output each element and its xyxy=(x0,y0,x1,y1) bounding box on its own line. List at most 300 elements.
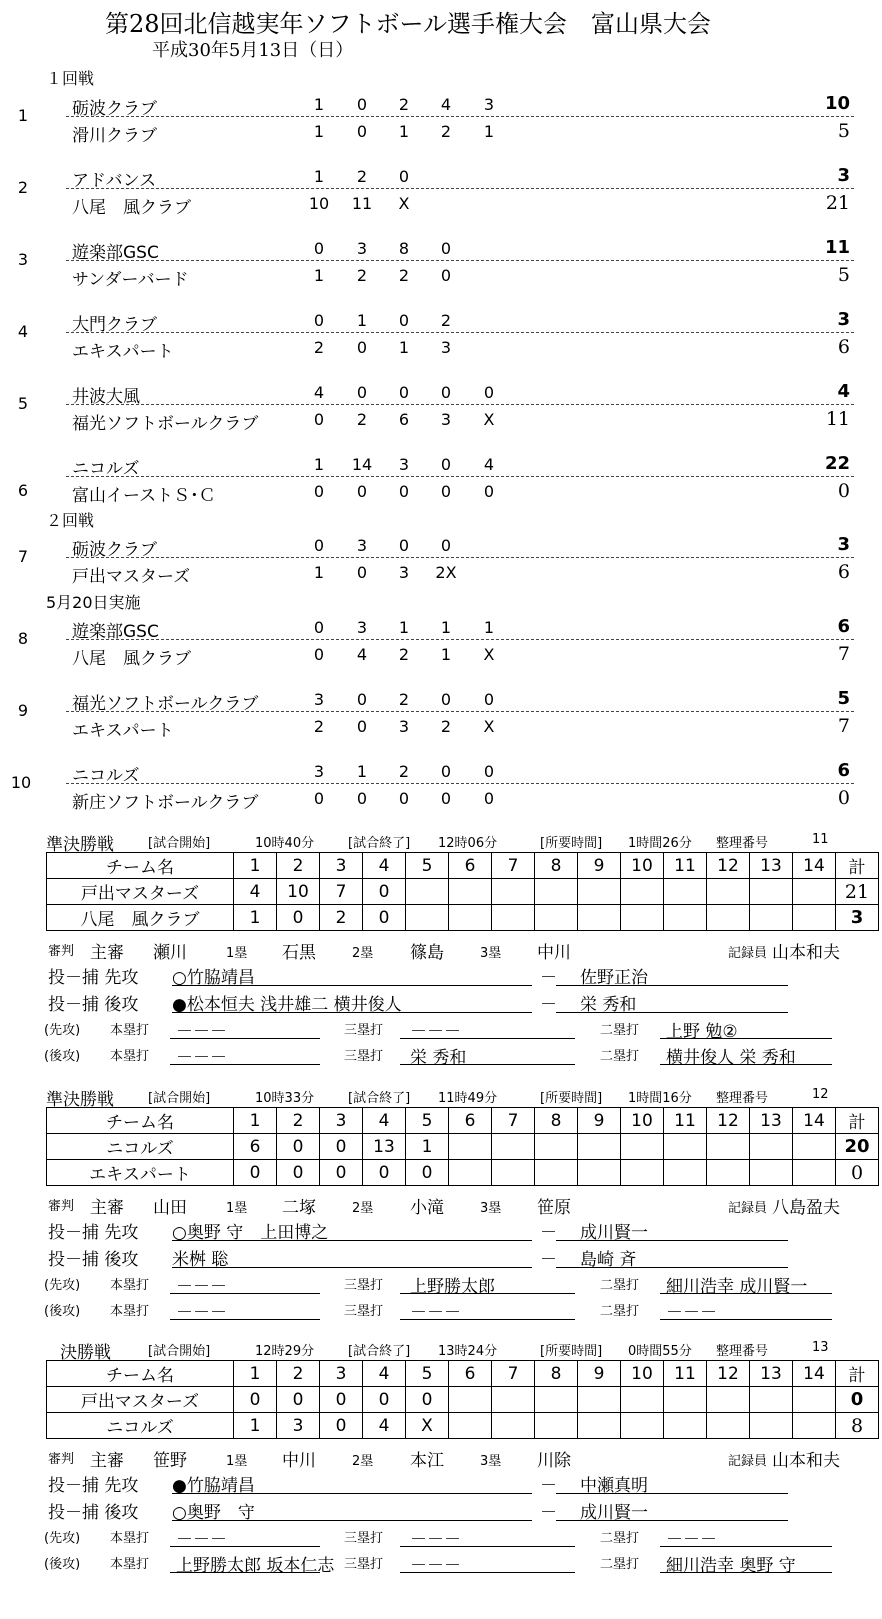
home-runs: －－－ xyxy=(176,1303,227,1323)
start-label: [試合開始] xyxy=(148,836,211,851)
inning-score xyxy=(750,1134,793,1160)
plate-label: 主審 xyxy=(90,1198,124,1218)
inning-score: 1 xyxy=(398,122,410,141)
inning-score xyxy=(492,1413,535,1439)
inning-header: 7 xyxy=(492,1361,535,1387)
game-number: 6 xyxy=(17,481,29,500)
team-name: エキスパート xyxy=(72,721,174,741)
b1-label: 1塁 xyxy=(226,1454,248,1469)
team-name: 井波大風 xyxy=(72,387,140,407)
underline xyxy=(556,1240,788,1241)
inning-score: 4 xyxy=(440,95,452,114)
team-name: エキスパート xyxy=(47,1160,234,1186)
hr-label: 本塁打 xyxy=(110,1557,150,1572)
box-score-table xyxy=(46,852,879,931)
row-divider xyxy=(66,476,854,477)
home-runs: －－－ xyxy=(176,1022,227,1042)
serial-label: 整理番号 xyxy=(716,836,769,851)
inning-score: 3 xyxy=(440,410,452,429)
inning-score xyxy=(535,1387,578,1413)
underline xyxy=(660,1319,832,1320)
underline xyxy=(172,1520,532,1521)
inning-score: 0 xyxy=(398,167,410,186)
inning-header: 4 xyxy=(363,1108,406,1134)
b1-umpire: 二塚 xyxy=(282,1198,316,1218)
second-catcher: 成川賢一 xyxy=(580,1503,648,1523)
inning-score: 0 xyxy=(356,482,368,501)
team-name: 遊楽部GSC xyxy=(72,243,159,263)
inning-header: 10 xyxy=(621,1108,664,1134)
inning-score: 0 xyxy=(313,789,325,808)
box-header-row xyxy=(47,853,879,879)
triples: 上野勝太郎 xyxy=(410,1277,495,1297)
inning-score: 0 xyxy=(363,905,406,931)
inning-score: 3 xyxy=(398,455,410,474)
b3-umpire: 川除 xyxy=(537,1451,571,1471)
inning-score: 2 xyxy=(398,762,410,781)
team-total: 10 xyxy=(824,93,850,114)
inning-score: 0 xyxy=(440,789,452,808)
underline xyxy=(172,1267,532,1268)
inning-header: 13 xyxy=(750,1108,793,1134)
inning-header: 11 xyxy=(664,1108,707,1134)
team-name: 新庄ソフトボールクラブ xyxy=(72,793,259,813)
inning-score: 3 xyxy=(313,690,325,709)
row-divider xyxy=(66,188,854,189)
inning-score: 0 xyxy=(440,762,452,781)
inning-header: 12 xyxy=(707,1361,750,1387)
game-number: 8 xyxy=(17,629,29,648)
end-time: 12時06分 xyxy=(438,836,498,851)
inning-score: 2 xyxy=(398,266,410,285)
team-header: チーム名 xyxy=(47,1361,234,1387)
box-team-row xyxy=(47,1387,879,1413)
inning-score: 0 xyxy=(320,1413,363,1439)
battery-second-label: 投－捕 後攻 xyxy=(48,995,139,1015)
inning-header: 11 xyxy=(664,1361,707,1387)
inning-score: 3 xyxy=(277,1413,320,1439)
inning-score xyxy=(578,1160,621,1186)
first-side-label: (先攻) xyxy=(44,1531,81,1546)
inning-score: 3 xyxy=(313,762,325,781)
team-header: チーム名 xyxy=(47,853,234,879)
team-total: 11 xyxy=(824,237,850,258)
inning-header: 4 xyxy=(363,853,406,879)
total-header: 計 xyxy=(836,1361,879,1387)
inning-header: 6 xyxy=(449,1108,492,1134)
b2-label: 2塁 xyxy=(352,1201,374,1216)
round2-note: 5月20日実施 xyxy=(46,593,141,612)
end-time: 13時24分 xyxy=(438,1344,498,1359)
b2-umpire: 篠島 xyxy=(410,943,444,963)
inning-score: 3 xyxy=(398,563,410,582)
b3-umpire: 笹原 xyxy=(537,1198,571,1218)
total-header: 計 xyxy=(836,1108,879,1134)
second-catcher: 島崎 斉 xyxy=(580,1250,637,1270)
inning-score: 0 xyxy=(313,311,325,330)
inning-score: 0 xyxy=(277,1160,320,1186)
inning-score xyxy=(449,905,492,931)
inning-score: 1 xyxy=(440,645,452,664)
inning-score xyxy=(750,1160,793,1186)
inning-header: 11 xyxy=(664,853,707,879)
inning-score: 0 xyxy=(440,690,452,709)
second-pitchers: 米桝 聡 xyxy=(172,1250,229,1270)
inning-score: 10 xyxy=(277,879,320,905)
inning-header: 5 xyxy=(406,853,449,879)
home-runs: －－－ xyxy=(176,1530,227,1550)
inning-score: 0 xyxy=(483,482,495,501)
inning-score xyxy=(664,1387,707,1413)
first-catcher: 成川賢一 xyxy=(580,1223,648,1243)
double-label: 二塁打 xyxy=(600,1531,640,1546)
underline xyxy=(170,1064,320,1065)
inning-score: 2X xyxy=(435,563,457,582)
inning-score xyxy=(750,879,793,905)
team-total: 7 xyxy=(837,643,850,665)
box-team-row xyxy=(47,1160,879,1186)
duration-value: 1時間16分 xyxy=(628,1091,692,1106)
inning-score: 0 xyxy=(356,717,368,736)
team-total: 21 xyxy=(836,879,879,905)
team-name: エキスパート xyxy=(72,342,174,362)
inning-score: 2 xyxy=(356,167,368,186)
dash: － xyxy=(540,968,557,988)
team-name: ニコルズ xyxy=(72,459,140,479)
inning-score: 1 xyxy=(313,122,325,141)
b1-label: 1塁 xyxy=(226,1201,248,1216)
inning-score: 1 xyxy=(234,905,277,931)
underline xyxy=(556,1520,788,1521)
inning-score xyxy=(492,879,535,905)
team-name: サンダーバード xyxy=(72,270,189,290)
inning-score xyxy=(707,905,750,931)
triple-label: 三塁打 xyxy=(344,1557,384,1572)
triple-label: 三塁打 xyxy=(344,1304,384,1319)
team-name: ニコルズ xyxy=(47,1134,234,1160)
team-name: 砺波クラブ xyxy=(72,540,157,560)
inning-header: 3 xyxy=(320,853,363,879)
stage-label: 決勝戦 xyxy=(60,1343,111,1363)
page-title: 第28回北信越実年ソフトボール選手権大会 富山県大会 xyxy=(105,10,712,38)
inning-score xyxy=(492,905,535,931)
inning-score: X xyxy=(483,410,495,429)
inning-score xyxy=(406,905,449,931)
underline xyxy=(172,1240,532,1241)
inning-score: 0 xyxy=(356,338,368,357)
inning-score xyxy=(793,1160,836,1186)
doubles: 細川浩幸 奥野 守 xyxy=(666,1556,796,1576)
inning-score xyxy=(535,879,578,905)
underline xyxy=(172,1012,532,1013)
triples: 栄 秀和 xyxy=(410,1048,467,1068)
home-runs: 上野勝太郎 坂本仁志 xyxy=(176,1556,335,1576)
inning-score: 1 xyxy=(398,618,410,637)
inning-score: 2 xyxy=(440,122,452,141)
first-pitchers: ○奥野 守 上田博之 xyxy=(172,1223,329,1243)
duration-value: 1時間26分 xyxy=(628,836,692,851)
b2-label: 2塁 xyxy=(352,946,374,961)
inning-score: 0 xyxy=(356,383,368,402)
inning-score: 0 xyxy=(320,1387,363,1413)
inning-score: 4 xyxy=(313,383,325,402)
plate-label: 主審 xyxy=(90,1451,124,1471)
serial-label: 整理番号 xyxy=(716,1344,769,1359)
inning-score: 0 xyxy=(440,455,452,474)
inning-score xyxy=(664,1160,707,1186)
inning-score xyxy=(449,1160,492,1186)
underline xyxy=(170,1546,320,1547)
start-time: 12時29分 xyxy=(255,1344,315,1359)
team-name: 戸出マスターズ xyxy=(47,879,234,905)
inning-score xyxy=(750,1413,793,1439)
inning-score xyxy=(707,1387,750,1413)
inning-score: 8 xyxy=(398,239,410,258)
inning-score xyxy=(621,1160,664,1186)
inning-score: 0 xyxy=(234,1160,277,1186)
inning-score xyxy=(707,1134,750,1160)
doubles: －－－ xyxy=(666,1303,717,1323)
team-total: 11 xyxy=(825,408,850,430)
triples: －－－ xyxy=(410,1022,461,1042)
team-total: 4 xyxy=(837,381,850,402)
b2-label: 2塁 xyxy=(352,1454,374,1469)
inning-score: 1 xyxy=(440,618,452,637)
inning-score: 6 xyxy=(398,410,410,429)
team-total: 3 xyxy=(837,309,850,330)
b1-umpire: 石黒 xyxy=(282,943,316,963)
row-divider xyxy=(66,783,854,784)
double-label: 二塁打 xyxy=(600,1557,640,1572)
inning-score xyxy=(793,905,836,931)
underline xyxy=(170,1293,320,1294)
team-name: 戸出マスターズ xyxy=(47,1387,234,1413)
inning-header: 9 xyxy=(578,1361,621,1387)
stage-label: 準決勝戦 xyxy=(46,835,114,855)
box-score-table xyxy=(46,1107,879,1186)
inning-score: 0 xyxy=(313,536,325,555)
round2-label: ２回戦 xyxy=(46,511,95,530)
underline xyxy=(172,1493,532,1494)
underline xyxy=(556,985,788,986)
start-time: 10時33分 xyxy=(255,1091,315,1106)
box-team-row xyxy=(47,1134,879,1160)
inning-header: 7 xyxy=(492,1108,535,1134)
inning-score: 0 xyxy=(363,1160,406,1186)
inning-score xyxy=(793,1134,836,1160)
box-header-row xyxy=(47,1361,879,1387)
inning-score xyxy=(664,905,707,931)
inning-score: 1 xyxy=(483,122,495,141)
team-total: 5 xyxy=(837,120,850,142)
inning-score xyxy=(750,905,793,931)
team-total: 0 xyxy=(836,1160,879,1186)
team-name: 戸出マスターズ xyxy=(72,567,191,587)
inning-score: 0 xyxy=(356,563,368,582)
team-name: 福光ソフトボールクラブ xyxy=(72,414,259,434)
first-side-label: (先攻) xyxy=(44,1278,81,1293)
team-total: 8 xyxy=(836,1413,879,1439)
inning-header: 2 xyxy=(277,853,320,879)
first-pitchers: ●竹脇靖昌 xyxy=(172,1476,255,1496)
second-side-label: (後攻) xyxy=(44,1557,81,1572)
inning-score xyxy=(449,879,492,905)
box-team-row xyxy=(47,879,879,905)
inning-score: 0 xyxy=(320,1134,363,1160)
inning-score: 0 xyxy=(440,266,452,285)
inning-score: 0 xyxy=(313,645,325,664)
second-side-label: (後攻) xyxy=(44,1304,81,1319)
inning-score xyxy=(793,879,836,905)
underline xyxy=(400,1064,575,1065)
inning-header: 1 xyxy=(234,853,277,879)
date-line: 平成30年5月13日（日） xyxy=(152,40,354,61)
team-total: 21 xyxy=(825,192,850,214)
inning-score: 3 xyxy=(440,338,452,357)
inning-score: 0 xyxy=(398,536,410,555)
b1-label: 1塁 xyxy=(226,946,248,961)
team-name: 八尾 風クラブ xyxy=(72,198,191,218)
inning-header: 12 xyxy=(707,1108,750,1134)
first-side-label: (先攻) xyxy=(44,1023,81,1038)
inning-score: 2 xyxy=(320,905,363,931)
inning-header: 8 xyxy=(535,1108,578,1134)
game-number: 10 xyxy=(10,773,32,792)
inning-score: 1 xyxy=(313,455,325,474)
underline xyxy=(556,1012,788,1013)
inning-score: 0 xyxy=(440,482,452,501)
plate-label: 主審 xyxy=(90,943,124,963)
team-total: 3 xyxy=(836,905,879,931)
b3-label: 3塁 xyxy=(480,1201,502,1216)
inning-score: 3 xyxy=(356,536,368,555)
box-header-row xyxy=(47,1108,879,1134)
underline xyxy=(170,1319,320,1320)
inning-header: 9 xyxy=(578,853,621,879)
game-number: 4 xyxy=(17,322,29,341)
double-label: 二塁打 xyxy=(600,1049,640,1064)
inning-score: 1 xyxy=(313,563,325,582)
team-total: 5 xyxy=(837,688,850,709)
recorder-label: 記録員 xyxy=(728,1454,768,1469)
row-divider xyxy=(66,711,854,712)
inning-score xyxy=(535,905,578,931)
inning-score: 1 xyxy=(356,311,368,330)
inning-score xyxy=(621,1413,664,1439)
inning-score: 1 xyxy=(313,266,325,285)
double-label: 二塁打 xyxy=(600,1278,640,1293)
inning-header: 2 xyxy=(277,1108,320,1134)
inning-header: 6 xyxy=(449,853,492,879)
inning-header: 8 xyxy=(535,1361,578,1387)
inning-header: 3 xyxy=(320,1361,363,1387)
total-header: 計 xyxy=(836,853,879,879)
b1-umpire: 中川 xyxy=(282,1451,316,1471)
inning-score xyxy=(621,879,664,905)
inning-header: 6 xyxy=(449,1361,492,1387)
inning-header: 1 xyxy=(234,1108,277,1134)
recorder-label: 記録員 xyxy=(728,946,768,961)
second-pitchers: ○奥野 守 xyxy=(172,1503,255,1523)
inning-score xyxy=(535,1413,578,1439)
inning-score xyxy=(707,1160,750,1186)
team-total: 3 xyxy=(837,534,850,555)
inning-score: 1 xyxy=(356,762,368,781)
inning-score: X xyxy=(483,645,495,664)
inning-score: 3 xyxy=(356,618,368,637)
inning-header: 2 xyxy=(277,1361,320,1387)
inning-score xyxy=(578,905,621,931)
battery-second-label: 投－捕 後攻 xyxy=(48,1503,139,1523)
inning-score: 3 xyxy=(483,95,495,114)
inning-score: 4 xyxy=(234,879,277,905)
dash: － xyxy=(540,995,557,1015)
umpire-label: 審判 xyxy=(48,1199,75,1214)
inning-header: 10 xyxy=(621,853,664,879)
inning-score: 0 xyxy=(483,789,495,808)
inning-score xyxy=(535,1134,578,1160)
start-label: [試合開始] xyxy=(148,1091,211,1106)
row-divider xyxy=(66,557,854,558)
inning-header: 1 xyxy=(234,1361,277,1387)
dash: － xyxy=(540,1223,557,1243)
inning-header: 10 xyxy=(621,1361,664,1387)
dash: － xyxy=(540,1476,557,1496)
inning-score: 0 xyxy=(440,536,452,555)
inning-score: 0 xyxy=(277,1387,320,1413)
triple-label: 三塁打 xyxy=(344,1278,384,1293)
inning-score: 7 xyxy=(320,879,363,905)
inning-score: 0 xyxy=(440,239,452,258)
row-divider xyxy=(66,116,854,117)
box-team-row xyxy=(47,905,879,931)
doubles: 細川浩幸 成川賢一 xyxy=(666,1277,808,1297)
inning-header: 14 xyxy=(793,853,836,879)
underline xyxy=(400,1572,575,1573)
inning-score xyxy=(664,1134,707,1160)
doubles: 横井俊人 栄 秀和 xyxy=(666,1048,796,1068)
team-name: 遊楽部GSC xyxy=(72,622,159,642)
underline xyxy=(660,1064,832,1065)
inning-score: 2 xyxy=(356,266,368,285)
inning-score xyxy=(492,1160,535,1186)
start-label: [試合開始] xyxy=(148,1344,211,1359)
end-label: [試合終了] xyxy=(348,1091,411,1106)
inning-score xyxy=(578,1387,621,1413)
team-name: アドバンス xyxy=(72,171,157,191)
inning-header: 14 xyxy=(793,1108,836,1134)
inning-score: 0 xyxy=(398,789,410,808)
inning-header: 4 xyxy=(363,1361,406,1387)
inning-score: 0 xyxy=(313,239,325,258)
team-total: 6 xyxy=(837,616,850,637)
second-pitchers: ●松本恒夫 浅井雄二 横井俊人 xyxy=(172,995,402,1015)
inning-score: 0 xyxy=(398,311,410,330)
plate-umpire: 笹野 xyxy=(153,1451,187,1471)
battery-first-label: 投－捕 先攻 xyxy=(48,1223,139,1243)
b3-label: 3塁 xyxy=(480,1454,502,1469)
inning-score: 4 xyxy=(483,455,495,474)
inning-score xyxy=(578,1134,621,1160)
inning-score: 0 xyxy=(313,618,325,637)
inning-score: 2 xyxy=(356,410,368,429)
inning-header: 9 xyxy=(578,1108,621,1134)
inning-score: 2 xyxy=(440,311,452,330)
double-label: 二塁打 xyxy=(600,1304,640,1319)
first-pitchers: ○竹脇靖昌 xyxy=(172,968,255,988)
underline xyxy=(660,1546,832,1547)
inning-score: 0 xyxy=(234,1387,277,1413)
